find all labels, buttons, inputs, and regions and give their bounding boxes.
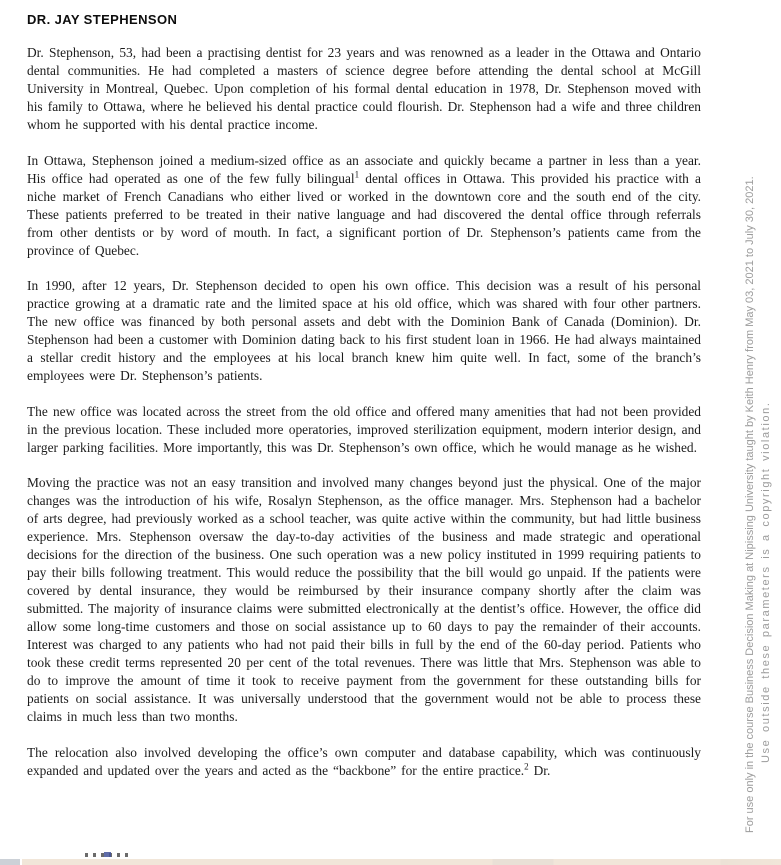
bottom-highlight-strip (22, 859, 781, 865)
footnote-reference-1: 1 (354, 169, 360, 180)
paragraph-text: dental offices in Ottawa. This provided his practice with a niche market of French Canadians who either lived or worked in the downtown core and the south end of the city. These patients preferred to be treated in their native language and had discovered the dental office through referrals from other dentists or by word of mouth. In fact, a significant portion of Dr. Stephenson’s patients came from the province of Quebec. (27, 170, 701, 258)
footnote-reference-2: 2 (524, 761, 529, 772)
paragraph-relocation-computer (27, 744, 701, 780)
paragraph-text: The relocation also involved developing the office’s own computer and database capability, which was continuously expanded and updated over the years and acted as the “backbone” for the entire practice. (27, 744, 701, 778)
paragraph-own-office: In 1990, after 12 years, Dr. Stephenson decided to open his own office. This decision was a result of his personal practice growing at a dramatic rate and the limited space at his old office, which was shared with four other partners. The new office was financed by both personal assets and debt with the Dominion Bank of Canada (Dominion). Dr. Stephenson had been a customer with Dominion dating back to his first student loan in 1966. He had always maintained a stellar credit history and the employees at his local branch knew him quite well. In fact, some of the branch’s employees were Dr. Stephenson’s patients. (27, 278, 701, 383)
paragraph-new-office-amenities: The new office was located across the street from the old office and offered many amenities that had not been provided in the previous location. These included more operatories, improved sterilization equipment, modern interior design, and larger parking facilities. More importantly, this was Dr. Stephenson’s own office, which he would manage as he wished. (27, 403, 701, 455)
bottom-left-corner-strip (0, 859, 20, 865)
paragraph-ottawa-practice (27, 152, 701, 260)
paragraph-office-manager: Moving the practice was not an easy transition and involved many changes beyond just the physical. One of the major changes was the introduction of his wife, Rosalyn Stephenson, as the office manager. Mrs. Stephenson had a bachelor of arts degree, had previously worked as a school teacher, was quite active within the community, but had little business experience. Mrs. Stephenson oversaw the day-to-day activities of the business and made strategic and operational decisions for the direction of the business. One such operation was a new policy instituted in 1999 requiring patients to pay their bills following treatment. This would reduce the possibility that the bill would go unpaid. If the patients were covered by dental insurance, they would be reimbursed by their insurance company shortly after the claim was submitted. The majority of insurance claims were submitted electronically at the dentist’s office. However, the office did allow some long-time customers and those on social assistance up to 60 days to pay the remainder of their accounts. Interest was charged to any patients who had not paid their bills in full by the end of the 60-day period. Patients who took these credit terms represented 20 per cent of the total revenues. There was little that Mrs. Stephenson was able to do to improve the amount of time it took to receive payment from the government for these outstanding bills for patients on social assistance. It was universally understood that the government would not be able to process these claims in much less than two months. (27, 475, 701, 724)
page-title: DR. JAY STEPHENSON (27, 12, 178, 27)
copyright-notice-line1: For use only in the course Business Decision Making at Nipissing University taught by Keith Henry from May 03, 2021 to July 30, 2021. (744, 176, 756, 833)
paragraph-text: In Ottawa, Stephenson joined a medium-sized office as an associate and quickly became a partner in less than a year. His office had operated as one of the few fully bilingual (27, 152, 701, 186)
paragraph-intro: Dr. Stephenson, 53, had been a practising dentist for 23 years and was renowned as a leader in the Ottawa and Ontario dental communities. He had completed a masters of science degree before attending the dental school at McGill University in Montreal, Quebec. Upon completion of his formal dental education in 1978, Dr. Stephenson moved with his family to Ottawa, where he believed his dental practice could flourish. Dr. Stephenson had a wife and three children whom he supported with his dental practice income. (27, 45, 701, 132)
document-content (27, 12, 701, 780)
cutoff-text-fragment-blue (104, 852, 111, 857)
copyright-notice-line2: Use outside these parameters is a copyright violation. (760, 401, 772, 763)
paragraph-text: Dr. (528, 762, 551, 778)
